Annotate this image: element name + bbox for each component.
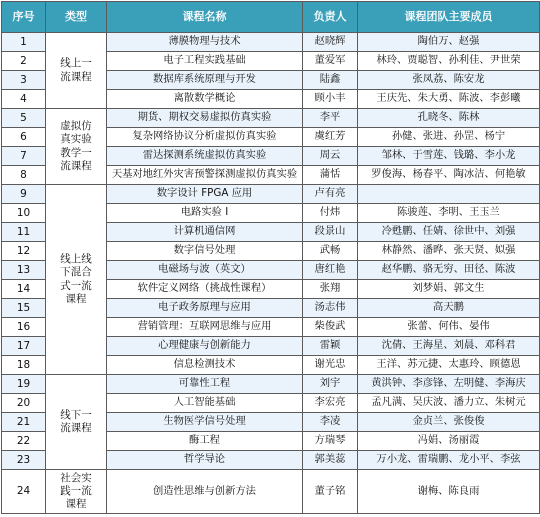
course-type-social-practice	[46, 470, 107, 514]
course-name: 可靠性工程	[107, 375, 303, 394]
course-name: 哲学导论	[107, 451, 303, 470]
table-row	[2, 185, 540, 204]
course-type-virtual-sim	[46, 109, 107, 185]
course-leader: 李凌	[303, 413, 358, 432]
course-type-online	[46, 33, 107, 109]
team-members: 孟凡满、吴庆波、潘力立、朱树元	[358, 394, 540, 413]
row-no: 14	[2, 280, 46, 299]
team-members: 谢梅、陈良雨	[358, 470, 540, 514]
team-members: 陶伯万、赵强	[358, 33, 540, 52]
course-leader: 武畅	[303, 242, 358, 261]
team-members: 张凤荔、陈安龙	[358, 71, 540, 90]
course-leader: 顾小丰	[303, 90, 358, 109]
course-name: 计算机通信网	[107, 223, 303, 242]
team-members: 刘梦娟、郭文生	[358, 280, 540, 299]
course-name: 离散数学概论	[107, 90, 303, 109]
row-no: 5	[2, 109, 46, 128]
team-members: 冷甦鹏、任婧、徐世中、刘强	[358, 223, 540, 242]
row-no: 17	[2, 337, 46, 356]
course-leader: 付炜	[303, 204, 358, 223]
course-name: 期货、期权交易虚拟仿真实验	[107, 109, 303, 128]
row-no: 1	[2, 33, 46, 52]
course-name: 创造性思维与创新方法	[107, 470, 303, 514]
course-leader: 赵晓辉	[303, 33, 358, 52]
course-name: 营销管理：互联网思维与应用	[107, 318, 303, 337]
course-leader: 雷颖	[303, 337, 358, 356]
table-header-row	[2, 2, 540, 33]
header-members: 课程团队主要成员	[358, 2, 540, 33]
course-leader: 方瑞琴	[303, 432, 358, 451]
course-leader: 董子铭	[303, 470, 358, 514]
type-line: 流课程	[60, 422, 92, 434]
team-members: 张蕾、何伟、晏伟	[358, 318, 540, 337]
type-line: 践一流	[60, 484, 92, 497]
team-members: 罗俊海、杨春平、陶冰洁、何艳敏	[358, 166, 540, 185]
course-name: 电子政务原理与应用	[107, 299, 303, 318]
team-members: 金贞兰、张俊俊	[358, 413, 540, 432]
row-no: 7	[2, 147, 46, 166]
course-name: 数字设计 FPGA 应用	[107, 185, 303, 204]
course-leader: 唐红艳	[303, 261, 358, 280]
course-leader: 董爱军	[303, 52, 358, 71]
team-members: 陈骏莲、李明、王玉兰	[358, 204, 540, 223]
course-leader: 蒲恬	[303, 166, 358, 185]
row-no: 23	[2, 451, 46, 470]
course-leader: 李宏亮	[303, 394, 358, 413]
team-members: 林玲、贾聪智、孙利佳、尹世荣	[358, 52, 540, 71]
table-row	[2, 375, 540, 394]
team-members: 黄洪钟、李彦锋、左明健、李海庆	[358, 375, 540, 394]
row-no: 24	[2, 470, 46, 514]
type-line: 流课程	[60, 70, 92, 83]
type-line: 真实验	[60, 133, 92, 146]
row-no: 22	[2, 432, 46, 451]
team-members: 沈倩、王海星、刘晨、邓科君	[358, 337, 540, 356]
type-line: 线上一	[60, 57, 92, 70]
course-leader: 段景山	[303, 223, 358, 242]
course-name: 雷达探测系统虚拟仿真实验	[107, 147, 303, 166]
row-no: 12	[2, 242, 46, 261]
course-leader: 谢光忠	[303, 356, 358, 375]
type-line: 线上线	[60, 253, 92, 266]
team-members: 冯娟、汤丽霞	[358, 432, 540, 451]
course-leader: 陆鑫	[303, 71, 358, 90]
team-members	[358, 185, 540, 204]
team-members: 孙健、张进、孙罡、杨宁	[358, 128, 540, 147]
row-no: 10	[2, 204, 46, 223]
team-members: 王洋、苏元捷、太惠玲、顾德恩	[358, 356, 540, 375]
row-no: 3	[2, 71, 46, 90]
team-members: 万小龙、雷瑞鹏、龙小平、李弦	[358, 451, 540, 470]
row-no: 19	[2, 375, 46, 394]
header-no: 序号	[2, 2, 46, 33]
course-name: 软件定义网络（挑战性课程）	[107, 280, 303, 299]
type-line: 课程	[65, 292, 87, 305]
course-name: 薄膜物理与技术	[107, 33, 303, 52]
row-no: 13	[2, 261, 46, 280]
team-members: 赵华鹏、骆无穷、田径、陈波	[358, 261, 540, 280]
row-no: 2	[2, 52, 46, 71]
course-leader: 汤志伟	[303, 299, 358, 318]
type-line: 社会实	[60, 471, 92, 484]
type-line: 流课程	[60, 159, 92, 172]
course-type-blended	[46, 185, 107, 375]
course-name: 复杂网络协议分析虚拟仿真实验	[107, 128, 303, 147]
course-name: 酶工程	[107, 432, 303, 451]
course-leader: 虞红芳	[303, 128, 358, 147]
course-name: 信息检测技术	[107, 356, 303, 375]
course-name: 天基对地红外灾害预警探测虚拟仿真实验	[107, 166, 303, 185]
table-row	[2, 109, 540, 128]
course-leader: 张翔	[303, 280, 358, 299]
course-name: 心理健康与创新能力	[107, 337, 303, 356]
row-no: 9	[2, 185, 46, 204]
team-members: 高天鹏	[358, 299, 540, 318]
type-line: 课程	[65, 498, 87, 511]
course-leader: 刘宇	[303, 375, 358, 394]
team-members: 邹林、于雪莲、钱璐、李小龙	[358, 147, 540, 166]
table-row	[2, 470, 540, 514]
header-leader: 负责人	[303, 2, 358, 33]
course-type-offline	[46, 375, 107, 470]
header-course: 课程名称	[107, 2, 303, 33]
course-leader: 周云	[303, 147, 358, 166]
team-members: 王庆先、朱大勇、陈波、李彭曦	[358, 90, 540, 109]
type-line: 下混合	[60, 266, 92, 279]
course-name: 人工智能基础	[107, 394, 303, 413]
course-leader: 柴俊武	[303, 318, 358, 337]
row-no: 4	[2, 90, 46, 109]
type-line: 式一流	[60, 279, 92, 292]
course-name: 电路实验 I	[107, 204, 303, 223]
type-line: 虚拟仿	[60, 120, 92, 133]
course-leader: 李平	[303, 109, 358, 128]
course-name: 电磁场与波（英文）	[107, 261, 303, 280]
course-name: 数字信号处理	[107, 242, 303, 261]
header-type: 类型	[46, 2, 107, 33]
type-line: 线下一	[60, 408, 92, 421]
course-leader: 卢有亮	[303, 185, 358, 204]
course-name: 数据库系统原理与开发	[107, 71, 303, 90]
row-no: 11	[2, 223, 46, 242]
type-line: 教学一	[60, 146, 92, 159]
table-row	[2, 33, 540, 52]
row-no: 6	[2, 128, 46, 147]
row-no: 8	[2, 166, 46, 185]
row-no: 16	[2, 318, 46, 337]
course-name: 电子工程实践基础	[107, 52, 303, 71]
team-members: 孔晓冬、陈林	[358, 109, 540, 128]
course-leader: 郭美蕊	[303, 451, 358, 470]
first-class-courses-table	[1, 1, 540, 514]
row-no: 20	[2, 394, 46, 413]
row-no: 21	[2, 413, 46, 432]
team-members: 林静然、潘晔、张天贤、姒强	[358, 242, 540, 261]
row-no: 15	[2, 299, 46, 318]
course-name: 生物医学信号处理	[107, 413, 303, 432]
row-no: 18	[2, 356, 46, 375]
